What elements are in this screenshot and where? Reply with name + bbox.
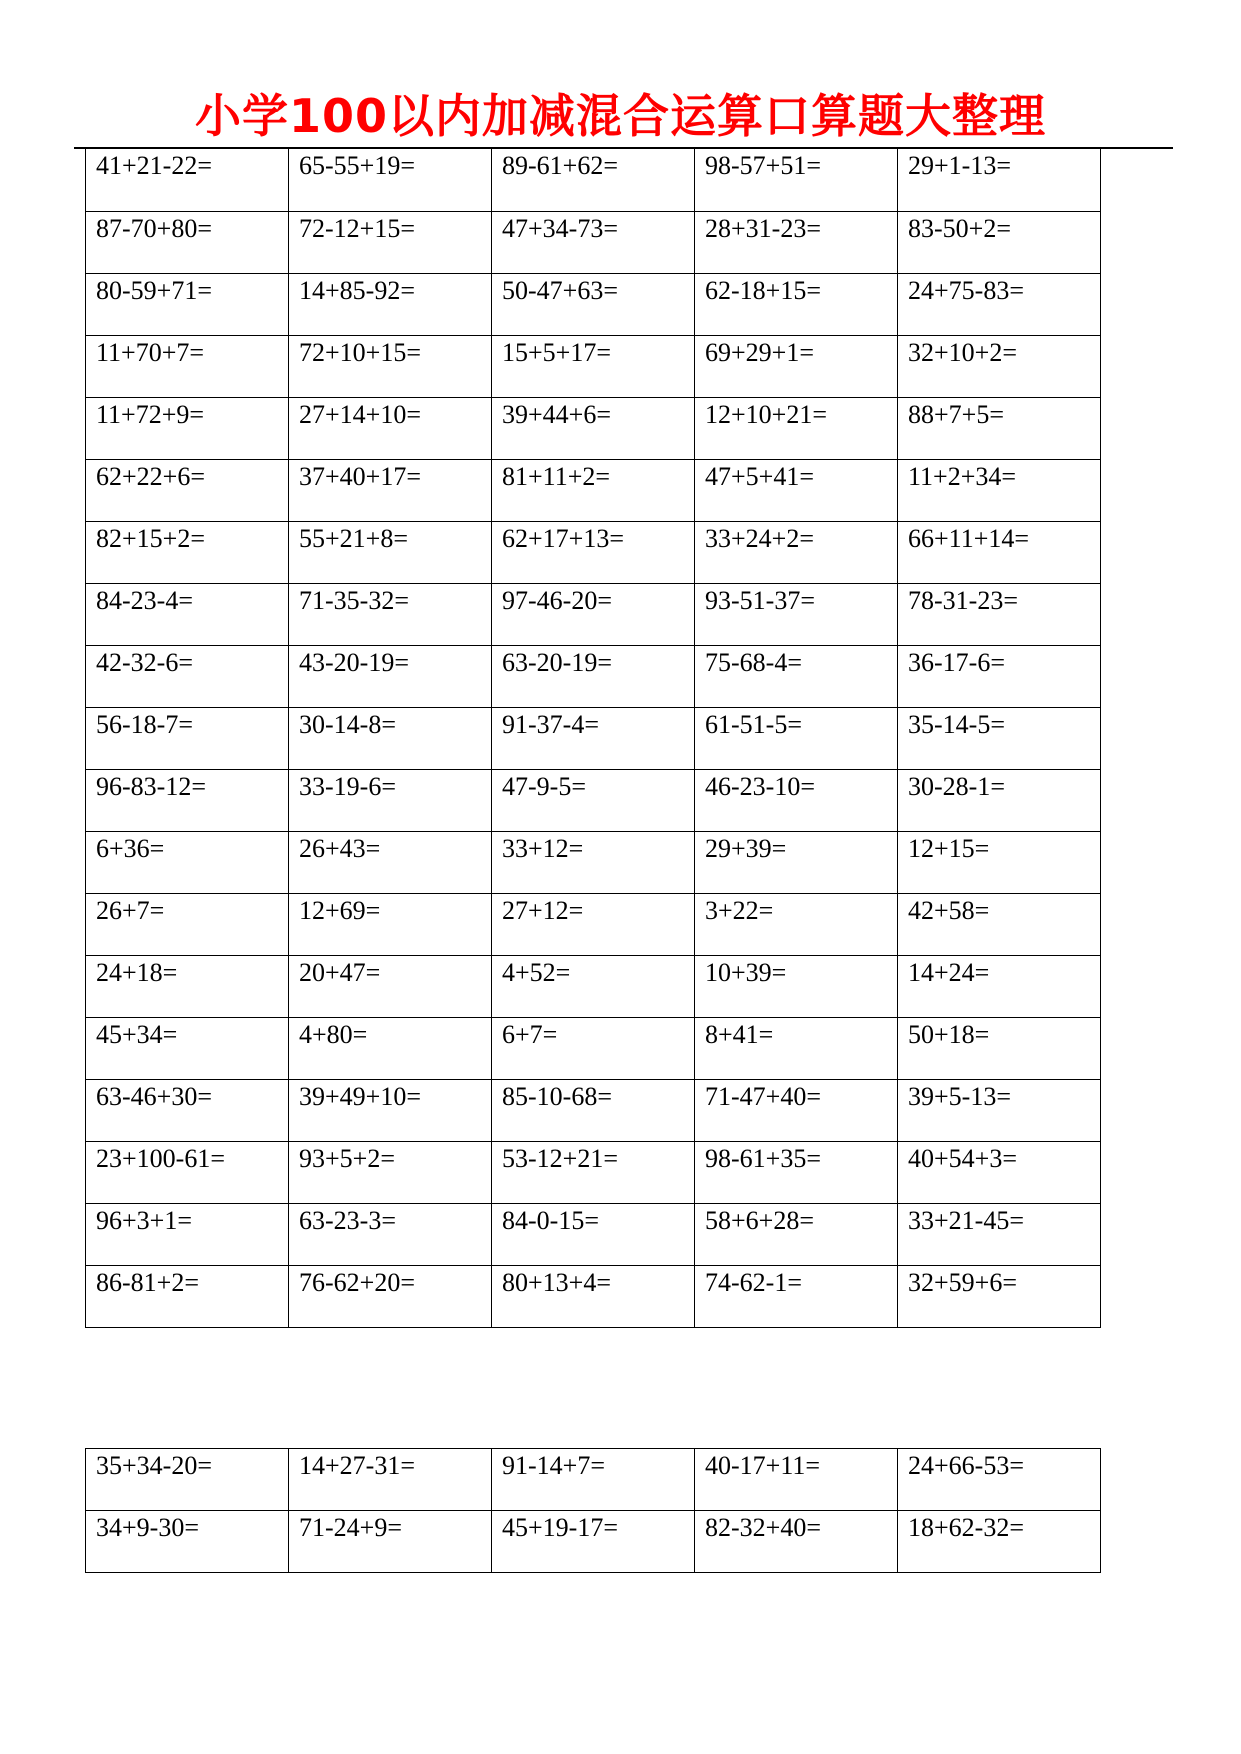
table-row xyxy=(86,397,1101,459)
problem-cell xyxy=(86,707,289,769)
table-row xyxy=(86,1449,1101,1511)
problem-text: 33+12= xyxy=(502,833,584,863)
problem-cell xyxy=(898,1017,1101,1079)
problem-cell xyxy=(492,1265,695,1327)
problem-cell xyxy=(492,397,695,459)
problem-cell xyxy=(898,707,1101,769)
problem-text: 6+36= xyxy=(96,833,165,863)
problem-text: 62+22+6= xyxy=(96,461,205,491)
table-row xyxy=(86,521,1101,583)
problem-text: 14+27-31= xyxy=(299,1451,415,1480)
problem-text: 91-37-4= xyxy=(502,709,599,739)
problem-text: 84-0-15= xyxy=(502,1205,599,1235)
problem-text: 78-31-23= xyxy=(908,585,1018,615)
problem-text: 34+9-30= xyxy=(96,1513,199,1542)
problem-text: 39+44+6= xyxy=(502,399,611,429)
problem-text: 89-61+62= xyxy=(502,151,618,180)
problem-text: 42-32-6= xyxy=(96,647,193,677)
problem-text: 6+7= xyxy=(502,1019,558,1049)
problem-text: 93-51-37= xyxy=(705,585,815,615)
problem-text: 15+5+17= xyxy=(502,337,611,367)
problem-text: 18+62-32= xyxy=(908,1513,1024,1542)
problem-text: 20+47= xyxy=(299,957,381,987)
problem-text: 97-46-20= xyxy=(502,585,612,615)
problem-cell xyxy=(289,149,492,211)
problem-cell xyxy=(492,273,695,335)
problem-cell xyxy=(898,1203,1101,1265)
problem-table-bottom xyxy=(85,1448,1101,1573)
problem-text: 61-51-5= xyxy=(705,709,802,739)
problem-text: 65-55+19= xyxy=(299,151,415,180)
problem-text: 33+24+2= xyxy=(705,523,814,553)
problem-text: 35+34-20= xyxy=(96,1451,212,1480)
problem-cell xyxy=(898,583,1101,645)
table-row xyxy=(86,893,1101,955)
problem-text: 83-50+2= xyxy=(908,213,1011,243)
problem-cell xyxy=(86,583,289,645)
problem-cell xyxy=(289,769,492,831)
problem-text: 71-24+9= xyxy=(299,1513,402,1542)
problem-cell xyxy=(289,211,492,273)
problem-text: 39+5-13= xyxy=(908,1081,1011,1111)
problem-cell xyxy=(289,1017,492,1079)
table-row xyxy=(86,459,1101,521)
problem-text: 91-14+7= xyxy=(502,1451,605,1480)
problem-text: 36-17-6= xyxy=(908,647,1005,677)
problem-cell xyxy=(86,1449,289,1511)
problem-text: 26+43= xyxy=(299,833,381,863)
problem-text: 12+10+21= xyxy=(705,399,827,429)
table-row xyxy=(86,1511,1101,1573)
problem-cell xyxy=(86,1203,289,1265)
table-row xyxy=(86,707,1101,769)
table-row xyxy=(86,335,1101,397)
problem-cell xyxy=(492,1141,695,1203)
problem-text: 43-20-19= xyxy=(299,647,409,677)
problem-cell xyxy=(898,831,1101,893)
problem-cell xyxy=(492,335,695,397)
problem-text: 28+31-23= xyxy=(705,213,821,243)
problem-cell xyxy=(695,1449,898,1511)
problem-cell xyxy=(289,1511,492,1573)
problem-text: 98-61+35= xyxy=(705,1143,821,1173)
problem-cell xyxy=(898,769,1101,831)
problem-cell xyxy=(898,273,1101,335)
table-row xyxy=(86,1203,1101,1265)
problem-cell xyxy=(695,1079,898,1141)
problem-cell xyxy=(695,1203,898,1265)
table-row xyxy=(86,149,1101,211)
problem-cell xyxy=(289,397,492,459)
problem-cell xyxy=(898,149,1101,211)
problem-cell xyxy=(898,1449,1101,1511)
problem-cell xyxy=(695,273,898,335)
problem-text: 93+5+2= xyxy=(299,1143,395,1173)
problem-text: 50+18= xyxy=(908,1019,990,1049)
problem-cell xyxy=(492,459,695,521)
problem-cell xyxy=(898,893,1101,955)
problem-text: 81+11+2= xyxy=(502,461,611,491)
problem-cell xyxy=(695,955,898,1017)
problem-text: 96-83-12= xyxy=(96,771,206,801)
table-row xyxy=(86,1017,1101,1079)
problem-cell xyxy=(86,893,289,955)
problem-text: 3+22= xyxy=(705,895,774,925)
problem-cell xyxy=(86,459,289,521)
problem-cell xyxy=(695,583,898,645)
problem-text: 32+59+6= xyxy=(908,1267,1017,1297)
problem-cell xyxy=(695,831,898,893)
problem-text: 12+15= xyxy=(908,833,990,863)
problem-text: 11+2+34= xyxy=(908,461,1017,491)
problem-cell xyxy=(492,707,695,769)
page-title: 小学100以内加减混合运算口算题大整理 xyxy=(194,89,1047,143)
problem-text: 35-14-5= xyxy=(908,709,1005,739)
problem-cell xyxy=(492,831,695,893)
problem-cell xyxy=(289,645,492,707)
problem-text: 40-17+11= xyxy=(705,1451,821,1480)
problem-table-top xyxy=(85,149,1101,1328)
problem-text: 50-47+63= xyxy=(502,275,618,305)
problem-text: 46-23-10= xyxy=(705,771,815,801)
problem-cell xyxy=(289,273,492,335)
problem-cell xyxy=(289,1265,492,1327)
problem-cell xyxy=(492,1079,695,1141)
problem-cell xyxy=(898,397,1101,459)
problem-text: 11+70+7= xyxy=(96,337,205,367)
problem-cell xyxy=(289,521,492,583)
problem-text: 42+58= xyxy=(908,895,990,925)
problem-cell xyxy=(898,955,1101,1017)
problem-cell xyxy=(695,893,898,955)
problem-cell xyxy=(86,211,289,273)
problem-text: 27+14+10= xyxy=(299,399,421,429)
problem-cell xyxy=(86,1017,289,1079)
table-row xyxy=(86,1265,1101,1327)
problem-text: 71-47+40= xyxy=(705,1081,821,1111)
problem-text: 88+7+5= xyxy=(908,399,1004,429)
problem-cell xyxy=(289,1079,492,1141)
problem-text: 4+80= xyxy=(299,1019,368,1049)
problem-cell xyxy=(289,893,492,955)
problem-cell xyxy=(86,149,289,211)
problem-cell xyxy=(695,459,898,521)
problem-text: 72+10+15= xyxy=(299,337,421,367)
problem-cell xyxy=(695,397,898,459)
problem-cell xyxy=(86,1265,289,1327)
table-row xyxy=(86,1141,1101,1203)
problem-text: 71-35-32= xyxy=(299,585,409,615)
problem-text: 39+49+10= xyxy=(299,1081,421,1111)
problem-text: 63-20-19= xyxy=(502,647,612,677)
problem-text: 32+10+2= xyxy=(908,337,1017,367)
problem-cell xyxy=(695,707,898,769)
problem-cell xyxy=(86,397,289,459)
problem-cell xyxy=(695,211,898,273)
problem-cell xyxy=(492,583,695,645)
problem-text: 24+75-83= xyxy=(908,275,1024,305)
problem-text: 37+40+17= xyxy=(299,461,421,491)
problem-cell xyxy=(695,149,898,211)
problem-text: 12+69= xyxy=(299,895,381,925)
problem-cell xyxy=(492,893,695,955)
problem-cell xyxy=(695,1265,898,1327)
table-row xyxy=(86,211,1101,273)
problem-cell xyxy=(289,1449,492,1511)
problem-text: 75-68-4= xyxy=(705,647,802,677)
problem-text: 85-10-68= xyxy=(502,1081,612,1111)
table-row xyxy=(86,273,1101,335)
problem-cell xyxy=(898,1141,1101,1203)
problem-cell xyxy=(695,521,898,583)
table-row xyxy=(86,645,1101,707)
problem-text: 24+66-53= xyxy=(908,1451,1024,1480)
problem-cell xyxy=(86,1079,289,1141)
problem-cell xyxy=(898,335,1101,397)
problem-cell xyxy=(695,769,898,831)
problem-text: 86-81+2= xyxy=(96,1267,199,1297)
problem-cell xyxy=(289,583,492,645)
problem-text: 80-59+71= xyxy=(96,275,212,305)
problem-text: 63-46+30= xyxy=(96,1081,212,1111)
problem-cell xyxy=(86,955,289,1017)
problem-text: 30-14-8= xyxy=(299,709,396,739)
problem-text: 27+12= xyxy=(502,895,584,925)
problem-cell xyxy=(86,335,289,397)
problem-cell xyxy=(289,707,492,769)
problem-text: 80+13+4= xyxy=(502,1267,611,1297)
problem-cell xyxy=(86,831,289,893)
problem-text: 14+24= xyxy=(908,957,990,987)
problem-text: 26+7= xyxy=(96,895,165,925)
problem-cell xyxy=(492,1017,695,1079)
problem-cell xyxy=(289,459,492,521)
problem-text: 63-23-3= xyxy=(299,1205,396,1235)
problem-text: 24+18= xyxy=(96,957,178,987)
table-row xyxy=(86,831,1101,893)
problem-cell xyxy=(898,459,1101,521)
problem-cell xyxy=(289,1203,492,1265)
problem-cell xyxy=(492,211,695,273)
problem-cell xyxy=(695,1511,898,1573)
problem-text: 10+39= xyxy=(705,957,787,987)
problem-text: 47-9-5= xyxy=(502,771,586,801)
problem-cell xyxy=(492,521,695,583)
problem-text: 47+34-73= xyxy=(502,213,618,243)
problem-cell xyxy=(492,769,695,831)
problem-cell xyxy=(86,769,289,831)
problem-text: 14+85-92= xyxy=(299,275,415,305)
problem-text: 45+19-17= xyxy=(502,1513,618,1542)
problem-cell xyxy=(86,521,289,583)
table-row xyxy=(86,955,1101,1017)
problem-text: 82-32+40= xyxy=(705,1513,821,1542)
problem-text: 69+29+1= xyxy=(705,337,814,367)
problem-cell xyxy=(289,831,492,893)
problem-text: 4+52= xyxy=(502,957,571,987)
problem-cell xyxy=(289,1141,492,1203)
problem-text: 29+1-13= xyxy=(908,151,1011,180)
problem-text: 11+72+9= xyxy=(96,399,205,429)
problem-text: 53-12+21= xyxy=(502,1143,618,1173)
problem-text: 76-62+20= xyxy=(299,1267,415,1297)
problem-cell xyxy=(898,645,1101,707)
problem-text: 96+3+1= xyxy=(96,1205,192,1235)
problem-text: 56-18-7= xyxy=(96,709,193,739)
table-row xyxy=(86,583,1101,645)
problem-text: 98-57+51= xyxy=(705,151,821,180)
problem-cell xyxy=(898,521,1101,583)
problem-cell xyxy=(86,273,289,335)
table-row xyxy=(86,769,1101,831)
problem-text: 33+21-45= xyxy=(908,1205,1024,1235)
problem-cell xyxy=(898,1079,1101,1141)
problem-cell xyxy=(492,1449,695,1511)
problem-text: 62+17+13= xyxy=(502,523,624,553)
problem-text: 84-23-4= xyxy=(96,585,193,615)
problem-cell xyxy=(898,1511,1101,1573)
problem-cell xyxy=(86,1141,289,1203)
problem-cell xyxy=(86,1511,289,1573)
problem-text: 87-70+80= xyxy=(96,213,212,243)
problem-cell xyxy=(289,335,492,397)
problem-cell xyxy=(898,1265,1101,1327)
problem-cell xyxy=(695,645,898,707)
problem-text: 47+5+41= xyxy=(705,461,814,491)
problem-text: 82+15+2= xyxy=(96,523,205,553)
problem-text: 8+41= xyxy=(705,1019,774,1049)
problem-cell xyxy=(492,1511,695,1573)
problem-text: 72-12+15= xyxy=(299,213,415,243)
problem-text: 23+100-61= xyxy=(96,1143,225,1173)
problem-text: 29+39= xyxy=(705,833,787,863)
problem-cell xyxy=(492,1203,695,1265)
table-row xyxy=(86,1079,1101,1141)
problem-text: 55+21+8= xyxy=(299,523,408,553)
problem-cell xyxy=(695,335,898,397)
problem-text: 41+21-22= xyxy=(96,151,212,180)
problem-text: 74-62-1= xyxy=(705,1267,802,1297)
problem-text: 40+54+3= xyxy=(908,1143,1017,1173)
problem-text: 33-19-6= xyxy=(299,771,396,801)
problem-text: 66+11+14= xyxy=(908,523,1030,553)
problem-text: 45+34= xyxy=(96,1019,178,1049)
problem-cell xyxy=(492,955,695,1017)
problem-cell xyxy=(695,1017,898,1079)
problem-text: 62-18+15= xyxy=(705,275,821,305)
problem-cell xyxy=(86,645,289,707)
problem-cell xyxy=(695,1141,898,1203)
problem-cell xyxy=(898,211,1101,273)
problem-cell xyxy=(492,149,695,211)
problem-text: 30-28-1= xyxy=(908,771,1005,801)
problem-text: 58+6+28= xyxy=(705,1205,814,1235)
problem-cell xyxy=(289,955,492,1017)
problem-cell xyxy=(492,645,695,707)
